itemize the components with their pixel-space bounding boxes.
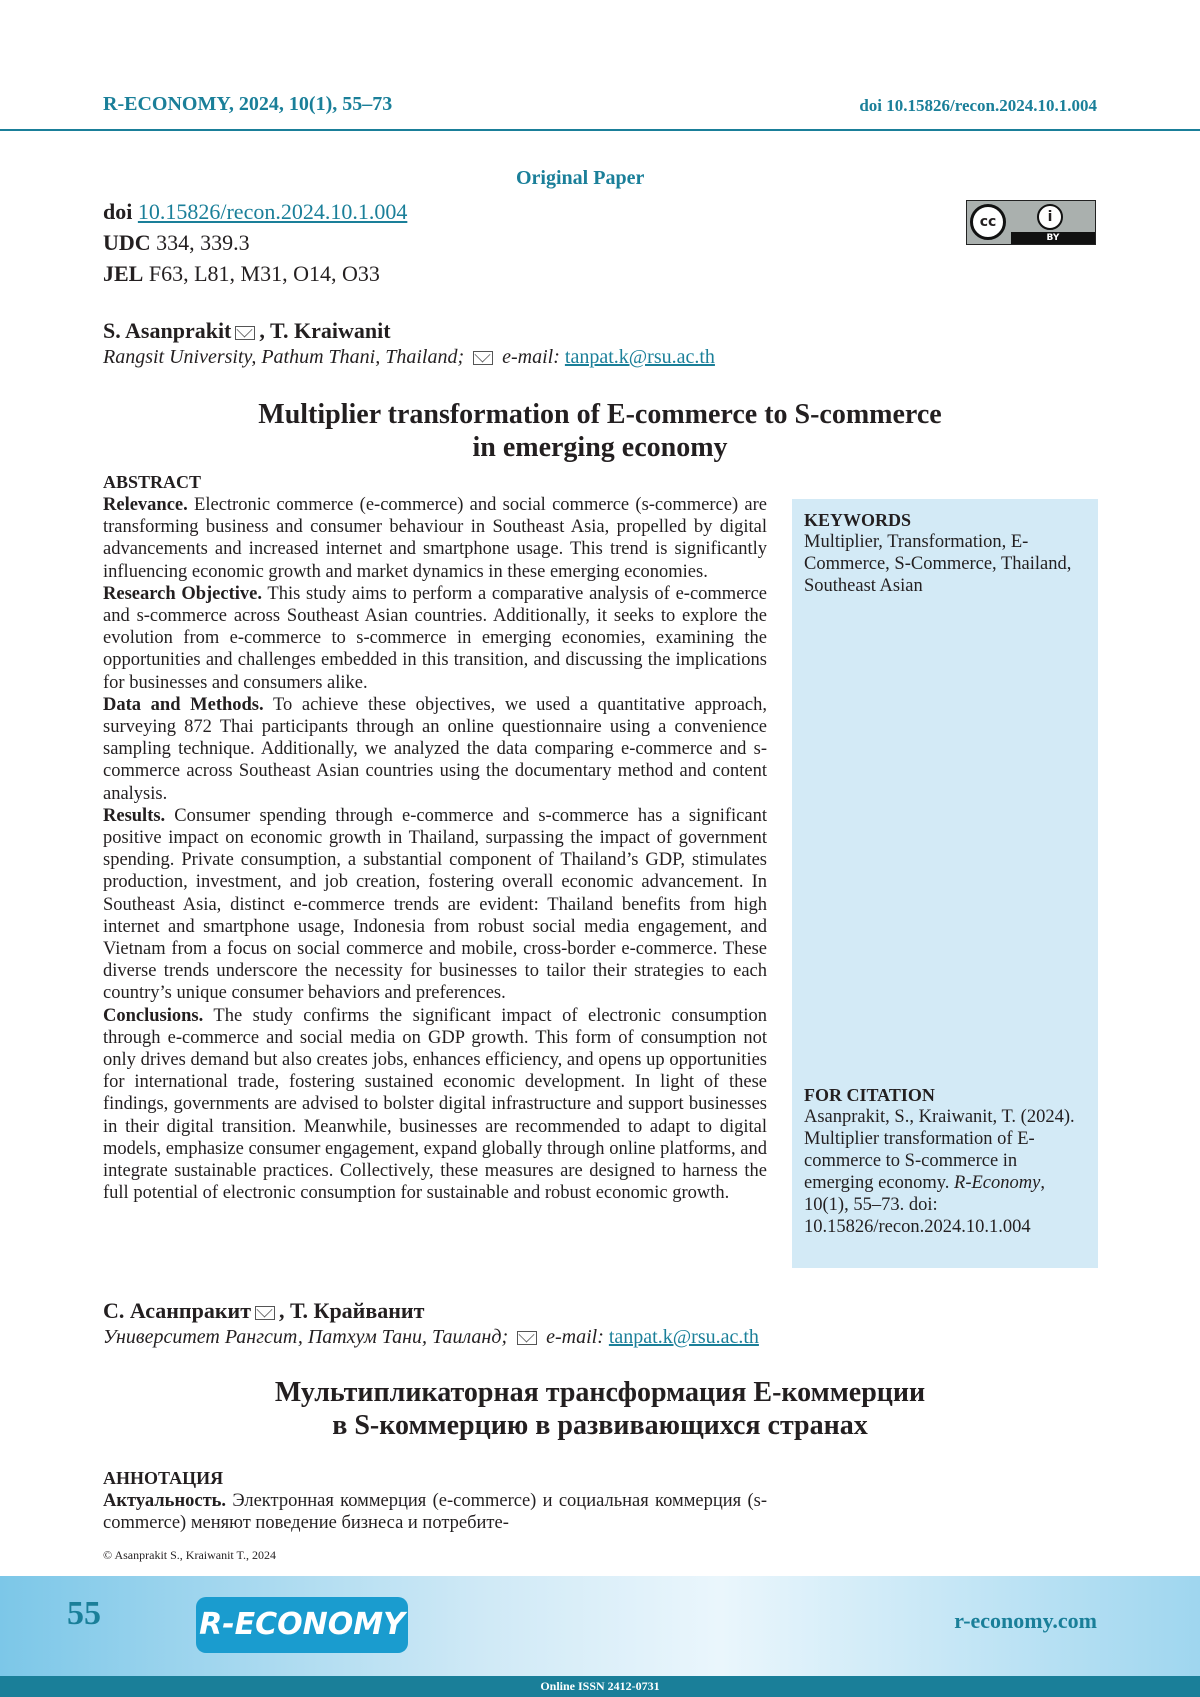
envelope-icon xyxy=(255,1306,275,1320)
conclusions-label: Conclusions. xyxy=(103,1006,203,1026)
affiliation-text-ru: Университет Рангсит, Патхум Тани, Таиланд; xyxy=(103,1326,508,1348)
author-2-ru: , Т. Крайванит xyxy=(279,1298,424,1323)
relevance-label: Relevance. xyxy=(103,495,188,515)
udc-label: UDC xyxy=(103,230,151,255)
abstract-heading: ABSTRACT xyxy=(103,472,201,493)
paper-type: Original Paper xyxy=(516,167,644,190)
email-label-ru: e-mail: xyxy=(546,1326,604,1348)
author-2: , T. Kraiwanit xyxy=(259,318,390,343)
journal-logo[interactable]: R-ECONOMY xyxy=(196,1597,408,1653)
keywords-section xyxy=(804,509,1089,597)
author-1: S. Asanprakit xyxy=(103,318,231,343)
author-1-ru: С. Асанпракит xyxy=(103,1298,251,1323)
conclusions-text: The study confirms the significant impact of electronic consumption through e-commerce and social media on GDP growth. This form of consumption not only drives demand but also creates jobs, enhances efficiency, and opens up opportunities for international trade, fostering sustained economic development. In light of these findings, governments are advised to bolster digital infrastructure and support businesses in their digital transition. Meanwhile, businesses are recommended to adapt to digital models, emphasize consumer engagement, expand globally through online platforms, and integrate sustainable practices. Collectively, these measures are designed to harness the full potential of electronic consumption for sustainable and robust economic growth. xyxy=(103,1006,767,1204)
abstract-paragraph xyxy=(103,583,767,694)
objective-text: This study aims to perform a comparative analysis of e-commerce and s-commerce across Southeast Asian countries. Additionally, it seeks to explore the evolution from e-commerce to s-commerce in emerging economies, examining the opportunities and challenges embedded in this transition, and discussing the implications for businesses and consumers alike. xyxy=(103,584,767,693)
email-link[interactable]: tanpat.k@rsu.ac.th xyxy=(565,346,715,368)
article-meta xyxy=(103,196,407,289)
email-label: e-mail: xyxy=(502,346,560,368)
email-link-ru[interactable]: tanpat.k@rsu.ac.th xyxy=(609,1326,759,1348)
results-label: Results. xyxy=(103,806,165,826)
sidebar-box xyxy=(792,499,1098,1268)
header-doi: doi 10.15826/recon.2024.10.1.004 xyxy=(859,96,1097,116)
citation-text: Asanprakit, S., Kraiwanit, T. (2024). Multiplier transformation of E-commerce to S-commerce in emerging economy. xyxy=(804,1107,1075,1193)
abstract-body-ru xyxy=(103,1490,767,1534)
methods-text: To achieve these objectives, we used a quantitative approach, surveying 872 Thai participants through an online questionnaire using a convenience sampling technique. Additionally, we analyzed the data comparing e-commerce and s-commerce across Southeast Asian countries using the documentary method and content analysis. xyxy=(103,695,767,804)
doi-link[interactable]: 10.15826/recon.2024.10.1.004 xyxy=(138,199,407,224)
title-ru-line-1: Мультипликаторная трансформация E-коммерции xyxy=(103,1376,1097,1409)
citation-section xyxy=(804,1084,1089,1238)
relevance-label-ru: Актуальность. xyxy=(103,1491,226,1511)
authors-ru xyxy=(103,1298,424,1324)
abstract-paragraph xyxy=(103,494,767,583)
header-rule xyxy=(0,129,1200,131)
authors-en xyxy=(103,318,391,344)
envelope-icon xyxy=(517,1331,537,1345)
citation-journal: R-Economy xyxy=(954,1173,1040,1193)
affiliation-en xyxy=(103,346,715,369)
doi-label: doi xyxy=(103,199,132,224)
abstract-paragraph-ru xyxy=(103,1490,767,1534)
keywords-list: Multiplier, Transformation, E-Commerce, S-Commerce, Thailand, Southeast Asian xyxy=(804,531,1089,597)
objective-label: Research Objective. xyxy=(103,584,262,604)
affiliation-text: Rangsit University, Pathum Thani, Thailand; xyxy=(103,346,464,368)
title-line-1: Multiplier transformation of E-commerce to S-commerce xyxy=(103,398,1097,431)
cc-by-label: BY xyxy=(1011,232,1095,244)
title-ru-line-2: в S-коммерцию в развивающихся странах xyxy=(103,1409,1097,1442)
abstract-paragraph xyxy=(103,805,767,1005)
website-link[interactable]: r-economy.com xyxy=(954,1608,1097,1634)
methods-label: Data and Methods. xyxy=(103,695,264,715)
envelope-icon xyxy=(235,326,255,340)
title-line-2: in emerging economy xyxy=(103,431,1097,464)
relevance-text-ru: Электронная коммерция (e-commerce) и социальная коммерция (s-commerce) меняют поведение бизнеса и потребите- xyxy=(103,1491,767,1533)
attribution-icon: i xyxy=(1037,204,1063,230)
abstract-heading-ru: АННОТАЦИЯ xyxy=(103,1468,223,1489)
journal-header: R-ECONOMY, 2024, 10(1), 55–73 xyxy=(103,93,392,116)
citation-heading: FOR CITATION xyxy=(804,1084,1089,1106)
abstract-paragraph xyxy=(103,1005,767,1205)
page-number: 55 xyxy=(67,1595,101,1633)
udc-value: 334, 339.3 xyxy=(156,230,250,255)
cc-by-license-badge[interactable] xyxy=(966,200,1096,245)
envelope-icon xyxy=(473,351,493,365)
abstract-paragraph xyxy=(103,694,767,805)
copyright: © Asanprakit S., Kraiwanit T., 2024 xyxy=(103,1548,276,1563)
jel-label: JEL xyxy=(103,261,143,286)
cc-icon: cc xyxy=(970,204,1006,240)
abstract-body xyxy=(103,494,767,1205)
article-title-en xyxy=(103,398,1097,464)
citation-tail: , 10(1), 55–73. doi: 10.15826/recon.2024.10.1.004 xyxy=(804,1173,1045,1237)
jel-value: F63, L81, M31, O14, O33 xyxy=(149,261,380,286)
relevance-text: Electronic commerce (e-commerce) and social commerce (s-commerce) are transforming business and consumer behaviour in Southeast Asia, propelled by digital advancements and increased internet and smartphone usage. This trend is significantly influencing economic growth and market dynamics in these emerging economies. xyxy=(103,495,767,582)
keywords-heading: KEYWORDS xyxy=(804,509,1089,531)
article-title-ru xyxy=(103,1376,1097,1442)
affiliation-ru xyxy=(103,1326,759,1349)
issn: Online ISSN 2412-0731 xyxy=(0,1679,1200,1694)
results-text: Consumer spending through e-commerce and s-commerce has a significant positive impact on economic growth in Thailand, surpassing the impact of government spending. Private consumption, a substantial component of Thailand’s GDP, stimulates production, investment, and job creation, fostering overall economic advancement. In Southeast Asia, distinct e-commerce trends are evident: Thailand benefits from high internet and smartphone usage, Indonesia from robust social media engagement, and Vietnam from a focus on social commerce and mobile, cross-border e-commerce. These diverse trends underscore the necessity for businesses to tailor their strategies to each country’s unique consumer behaviors and preferences. xyxy=(103,806,767,1004)
